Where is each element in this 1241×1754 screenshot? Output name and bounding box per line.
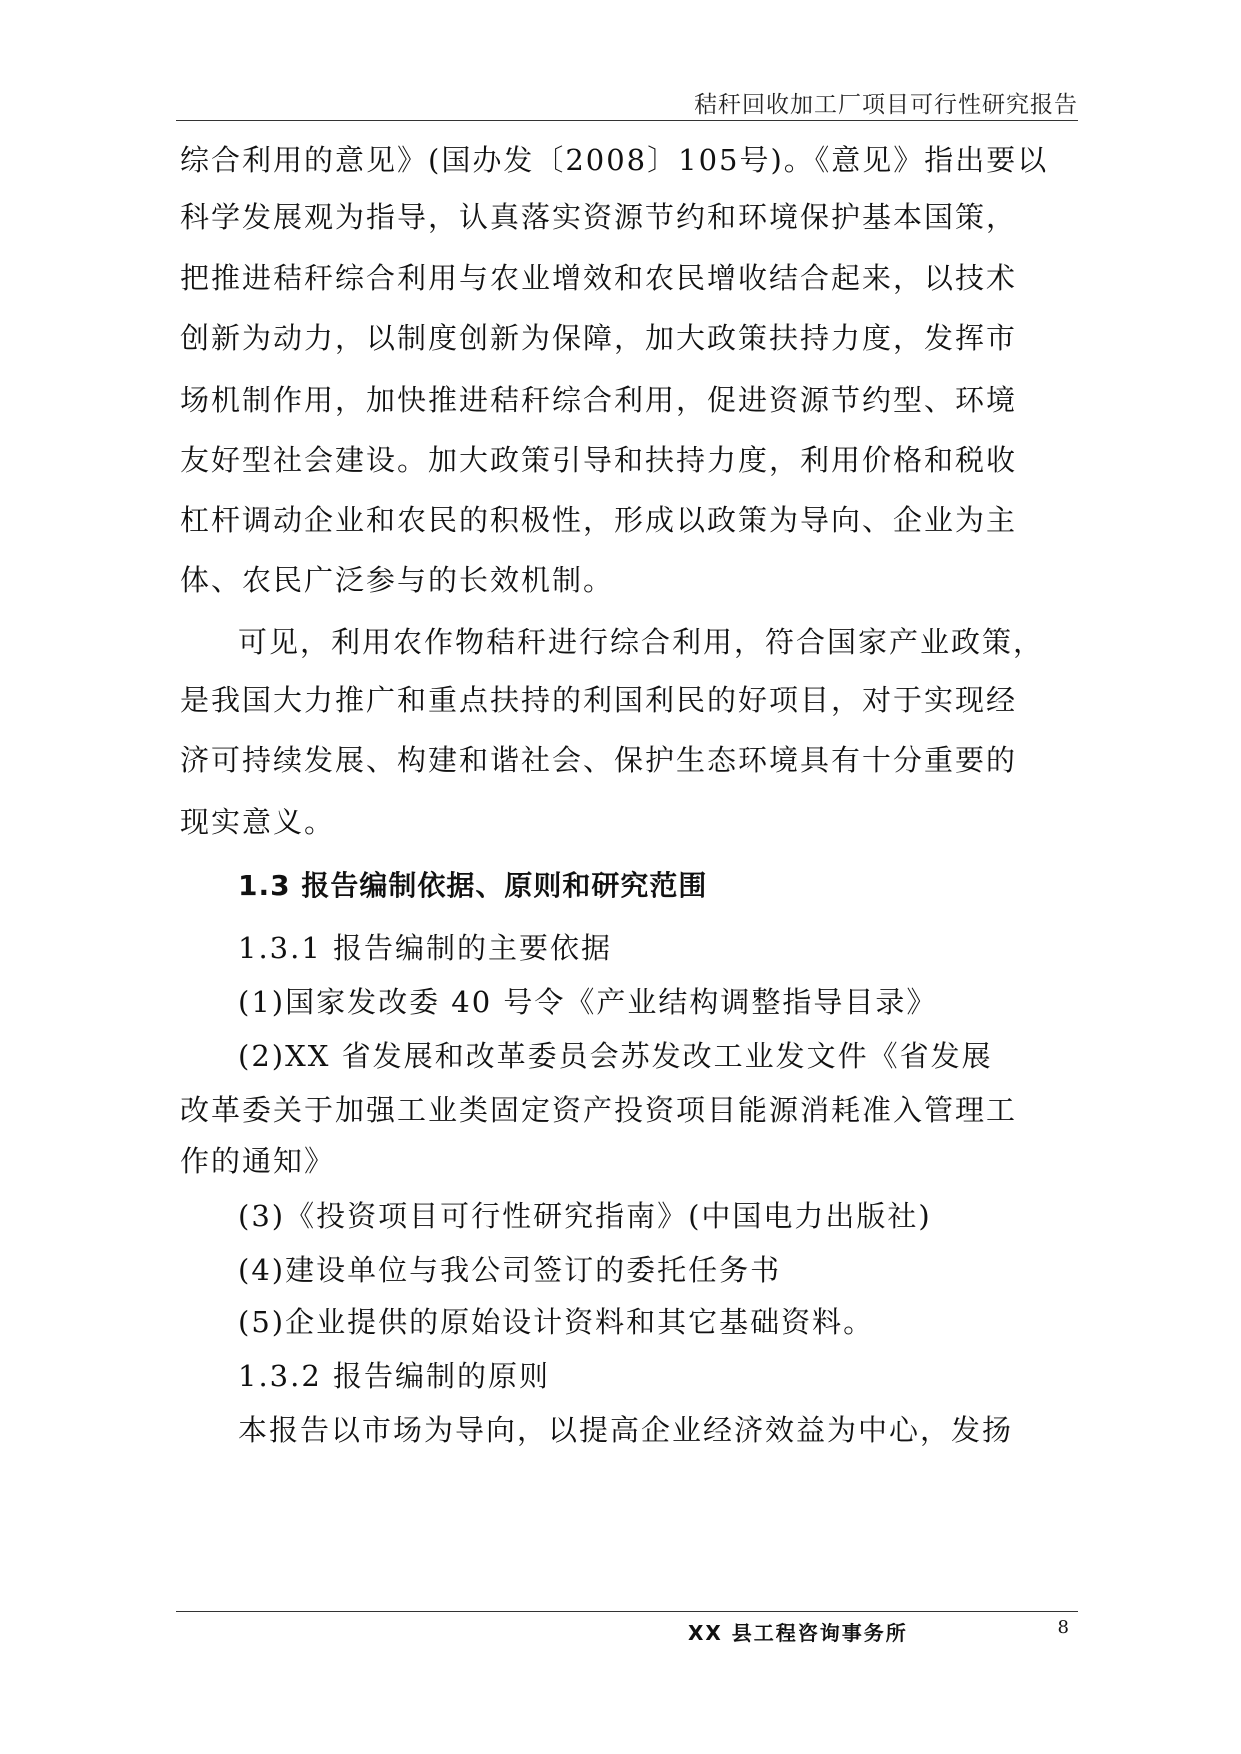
section-heading-1-3: 1.3 报告编制依据、原则和研究范围 [238, 869, 708, 902]
running-header-title: 秸秆回收加工厂项目可行性研究报告 [694, 92, 1078, 118]
body-line-last: 本报告以市场为导向，以提高企业经济效益为中心，发扬 [238, 1413, 1014, 1447]
body-line-7: 杠杆调动企业和农民的积极性，形成以政策为导向、企业为主 [180, 503, 1018, 537]
body-line-9: 可见，利用农作物秸秆进行综合利用，符合国家产业政策， [238, 625, 1045, 659]
list-item-2: (2)XX 省发展和改革委员会苏发改工业发文件《省发展 [238, 1039, 993, 1073]
body-line-5: 场机制作用，加快推进秸秆综合利用，促进资源节约型、环境 [180, 383, 1018, 417]
body-line-2: 科学发展观为指导，认真落实资源节约和环境保护基本国策， [180, 200, 1018, 234]
body-line-4: 创新为动力，以制度创新为保障，加大政策扶持力度，发挥市 [180, 321, 1018, 355]
body-line-11: 济可持续发展、构建和谐社会、保护生态环境具有十分重要的 [180, 743, 1018, 777]
body-line-1: 综合利用的意见》(国办发〔2008〕105号)。《意见》指出要以 [180, 143, 1049, 177]
subsection-heading-1-3-2: 1.3.2 报告编制的原则 [238, 1359, 551, 1393]
subsection-heading-1-3-1: 1.3.1 报告编制的主要依据 [238, 931, 613, 965]
list-item-2-cont-2: 作的通知》 [180, 1144, 336, 1178]
body-line-10: 是我国大力推广和重点扶持的利国利民的好项目，对于实现经 [180, 683, 1018, 717]
footer-organization: XX 县工程咨询事务所 [688, 1621, 908, 1645]
header-divider [176, 120, 1078, 121]
list-item-2-cont-1: 改革委关于加强工业类固定资产投资项目能源消耗准入管理工 [180, 1093, 1018, 1127]
list-item-1: (1)国家发改委 40 号令《产业结构调整指导目录》 [238, 985, 938, 1019]
footer-divider [176, 1611, 1078, 1612]
body-line-8: 体、农民广泛参与的长效机制。 [180, 563, 615, 597]
body-line-12: 现实意义。 [180, 805, 336, 839]
body-line-6: 友好型社会建设。加大政策引导和扶持力度，利用价格和税收 [180, 443, 1018, 477]
list-item-3: (3)《投资项目可行性研究指南》(中国电力出版社) [238, 1199, 932, 1233]
body-line-3: 把推进秸秆综合利用与农业增效和农民增收结合起来，以技术 [180, 261, 1018, 295]
list-item-5: (5)企业提供的原始设计资料和其它基础资料。 [238, 1305, 875, 1339]
page-number: 8 [1057, 1617, 1069, 1638]
list-item-4: (4)建设单位与我公司签订的委托任务书 [238, 1253, 782, 1287]
